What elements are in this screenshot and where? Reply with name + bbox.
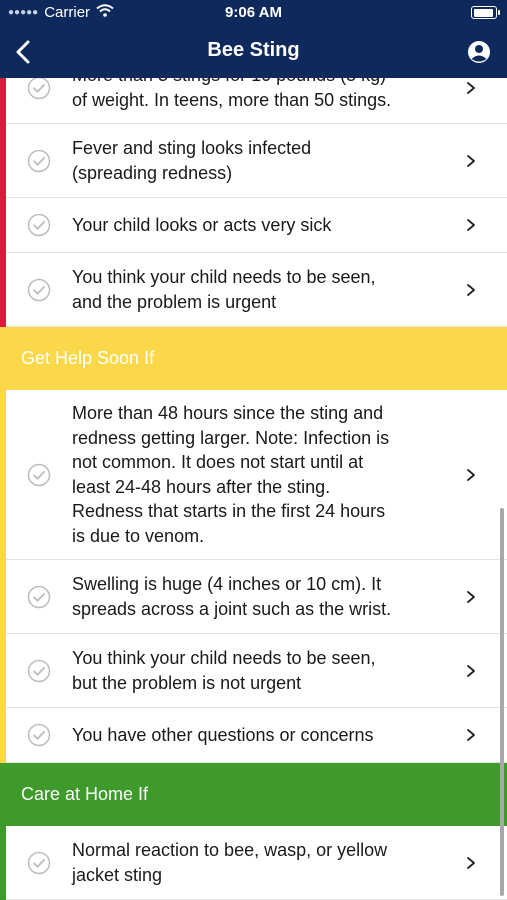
list-item-line: is due to venom. [72,525,205,546]
page-title: Bee Sting [207,39,300,61]
list-item-line: You have other questions or concerns [72,724,374,745]
list-item[interactable] [0,708,507,763]
list-item[interactable] [0,390,507,560]
section-header-green: Care at Home If [0,763,507,826]
signal-icon: ●●●●● [8,7,39,18]
user-circle-icon [467,40,491,64]
list-item-text [72,265,376,314]
section-header-yellow: Get Help Soon If [0,327,507,390]
group-yellow [0,327,507,763]
chevron-right-icon [465,468,477,482]
profile-button[interactable] [467,40,491,64]
group-green [0,763,507,900]
list-item-line: You think your child needs to be seen, [72,267,376,287]
list-item-line: jacket sting [72,864,163,885]
list-item-text [72,838,387,887]
check-circle-icon [27,723,51,747]
list-item-line: Swelling is huge (4 inches or 10 cm). It [72,574,382,594]
check-circle-icon [27,213,51,237]
check-circle-icon [27,463,51,487]
check-circle-icon [27,278,51,302]
app-header [0,0,507,78]
list-item[interactable] [0,253,507,327]
list-item-text [72,646,376,695]
list-item-text [72,572,391,621]
list-item[interactable] [0,826,507,900]
triage-content[interactable] [0,78,507,900]
list-item[interactable] [0,560,507,634]
list-item-line: Your child looks or acts very sick [72,214,332,235]
chevron-right-icon [465,856,477,870]
chevron-right-icon [465,283,477,297]
list-item-text [72,136,311,185]
check-circle-icon [27,659,51,683]
list-item-line: Normal reaction to bee, wasp, or yellow [72,840,388,860]
status-bar [0,0,507,26]
list-item-line: Fever and sting looks infected [72,138,312,158]
list-item[interactable] [0,198,507,253]
list-item-text [72,723,374,748]
list-item-line: redness getting larger. Note: Infection is [72,427,390,448]
chevron-right-icon [465,154,477,168]
list-item[interactable] [0,124,507,198]
list-item-text [72,213,331,238]
check-circle-icon [27,851,51,875]
chevron-right-icon [465,728,477,742]
chevron-right-icon [465,664,477,678]
list-item-line: You think your child needs to be seen, [72,648,376,668]
chevron-right-icon [465,81,477,95]
list-item-line: spreads across a joint such as the wrist. [72,598,392,619]
list-item-text [72,401,389,548]
list-item-line: of weight. In teens, more than 50 stings. [72,89,392,110]
list-item[interactable] [0,634,507,708]
list-item-line: and the problem is urgent [72,291,277,312]
battery-icon [471,6,497,19]
group-red [0,52,507,327]
check-circle-icon [27,76,51,100]
chevron-right-icon [465,590,477,604]
nav-bar [0,26,507,78]
check-circle-icon [27,149,51,173]
carrier-label: Carrier [44,4,91,21]
list-item-line: not common. It does not start until at [72,452,364,472]
list-item-line: Redness that starts in the first 24 hours [72,501,386,521]
list-item-line: least 24-48 hours after the sting. [72,476,331,497]
status-time: 9:06 AM [225,4,282,21]
chevron-right-icon [465,218,477,232]
scrollbar[interactable] [500,508,504,896]
list-item-line: (spreading redness) [72,162,233,183]
list-item-line: but the problem is not urgent [72,672,302,693]
check-circle-icon [27,585,51,609]
triage-list [0,52,507,900]
list-item-line: More than 48 hours since the sting and [72,403,384,423]
